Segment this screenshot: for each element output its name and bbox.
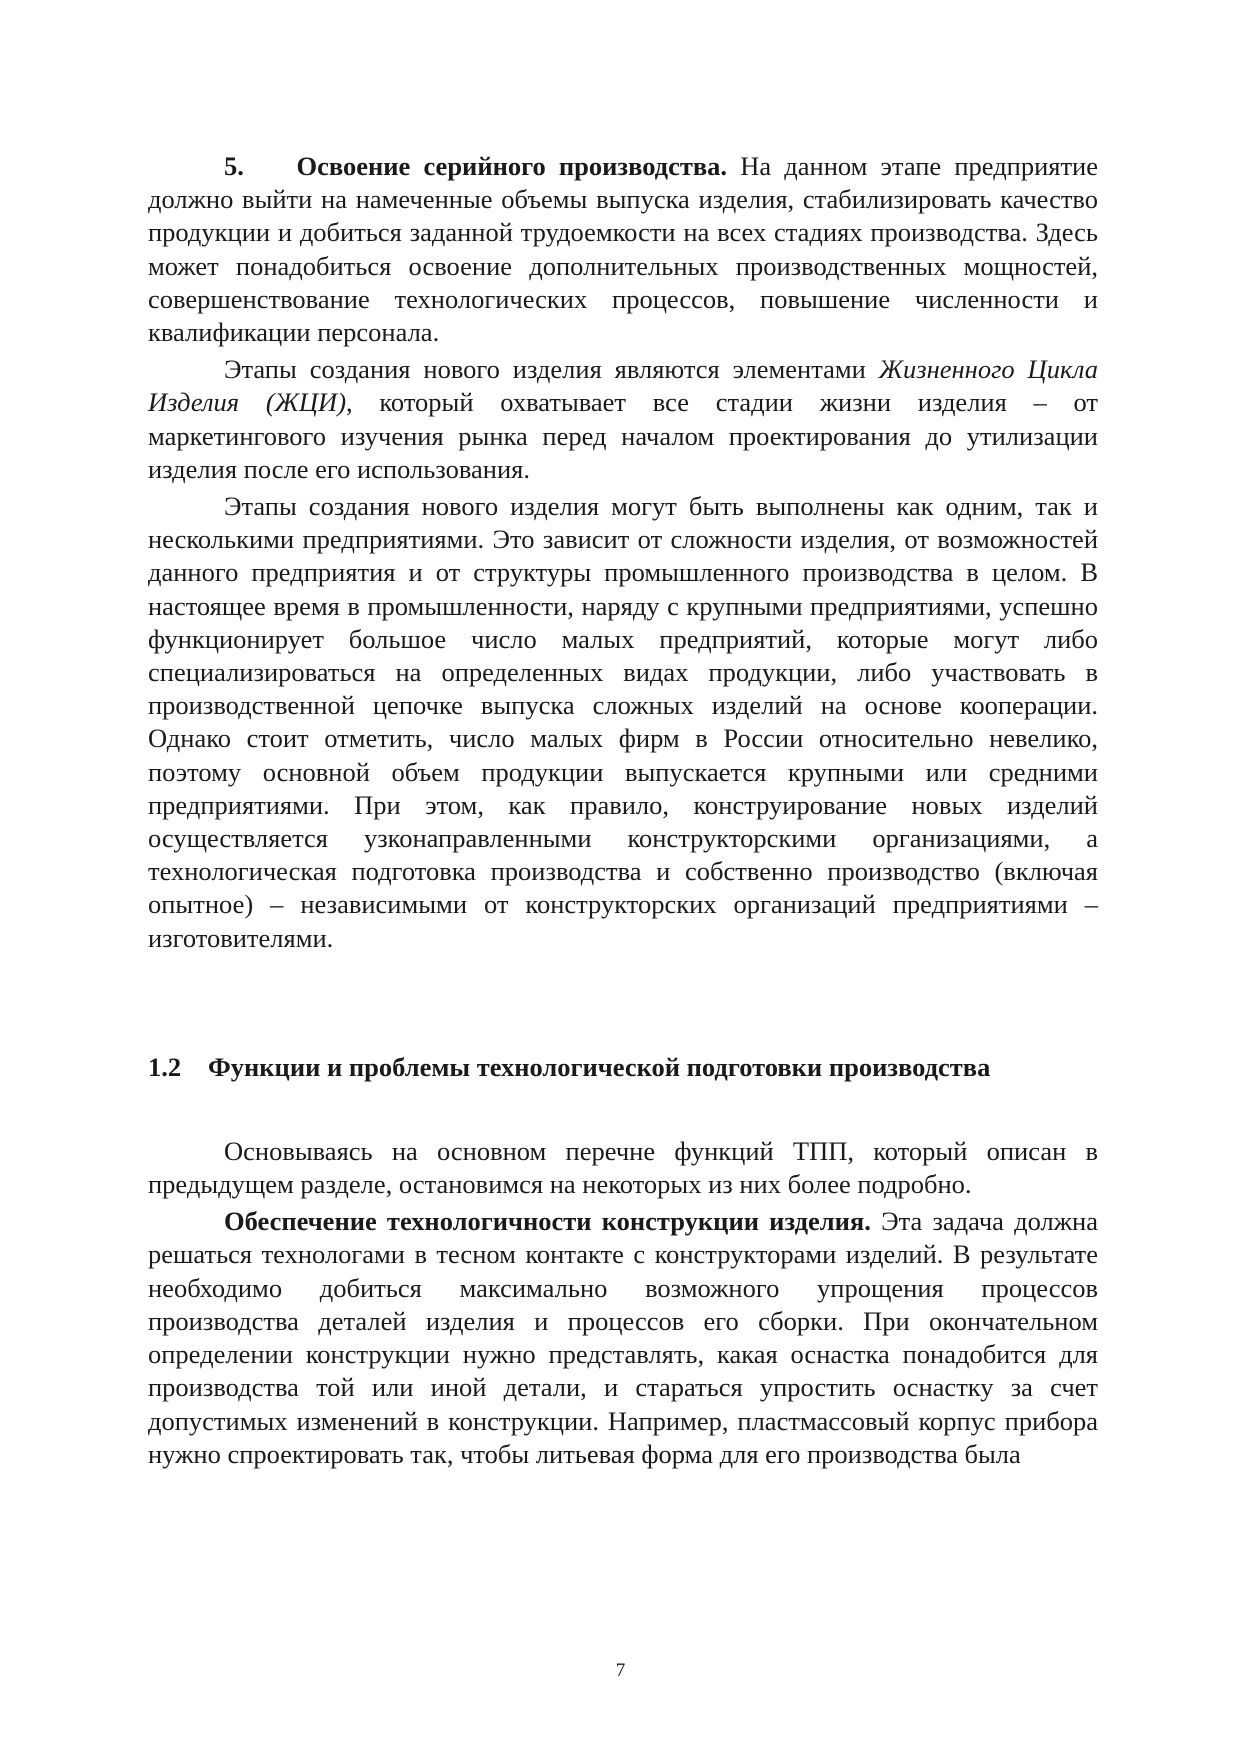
paragraph-lifecycle xyxy=(148,353,1098,486)
paragraph-enterprises: Этапы создания нового изделия могут быть выполнены как одним, так и несколькими предприятиями. Это зависит от сложности изделия, от возможностей данного предприятия и от структуры промышленного производства в целом. В настоящее время в промышленности, наряду с крупными предприятиями, успешно функционирует большое число малых предприятий, которые могут либо специализироваться на определенных видах продукции, либо участвовать в производственной цепочке выпуска сложных изделий на основе кооперации. Однако стоит отметить, число малых фирм в России относительно невелико, поэтому основной объем продукции выпускается крупными или средними предприятиями. При этом, как правило, конструирование новых изделий осуществляется узконаправленными конструкторскими организациями, а технологическая подготовка производства и собственно производство (включая опытное) – независимыми от конструкторских организаций предприятиями – изготовителями. xyxy=(148,491,1098,953)
paragraph-serial-production xyxy=(148,150,1098,349)
section-title: Функции и проблемы технологической подготовки производства xyxy=(208,1051,991,1082)
section-heading xyxy=(148,1051,1098,1084)
paragraph-italic-term: Жизненного Цикла Изделия (ЖЦИ) xyxy=(148,354,1098,418)
paragraph-number: 5. xyxy=(224,151,244,181)
paragraph-manufacturability xyxy=(148,1205,1098,1471)
page-number: 7 xyxy=(615,1660,626,1681)
paragraph-bold-title: Обеспечение технологичности конструкции изделия. xyxy=(224,1206,871,1237)
paragraph-text: На данном этапе предприятие должно выйти на намеченные объемы выпуска изделия, стабилизировать качество продукции и добиться заданной трудоемкости на всех стадиях производства. Здесь может понадобиться освоение дополнительных производственных мощностей, совершенствование технологических процессов, повышение численности и квалификации персонала. xyxy=(148,151,1098,348)
section-number: 1.2 xyxy=(148,1051,182,1082)
paragraph-text: , который охватывает все стадии жизни изделия – от маркетингового изучения рынка перед началом проектирования до утилизации изделия после его использования. xyxy=(148,387,1098,484)
page-content xyxy=(148,150,1098,1471)
paragraph-bold-title: Освоение серийного производства. xyxy=(296,151,728,181)
paragraph-text: Этапы создания нового изделия являются элементами xyxy=(224,354,879,385)
paragraph-tpp-functions: Основываясь на основном перечне функций ТПП, который описан в предыдущем разделе, остановимся на некоторых из них более подробно. xyxy=(148,1135,1098,1200)
paragraph-text: Эта задача должна решаться технологами в тесном контакте с конструкторами изделий. В результате необходимо добиться максимально возможного упрощения процессов производства деталей изделия и процессов его сборки. При окончательном определении конструкции нужно представлять, какая оснастка понадобится для производства той или иной детали, и стараться упростить оснастку за счет допустимых изменений в конструкции. Например, пластмассовый корпус прибора нужно спроектировать так, чтобы литьевая форма для его производства была xyxy=(148,1206,1099,1469)
